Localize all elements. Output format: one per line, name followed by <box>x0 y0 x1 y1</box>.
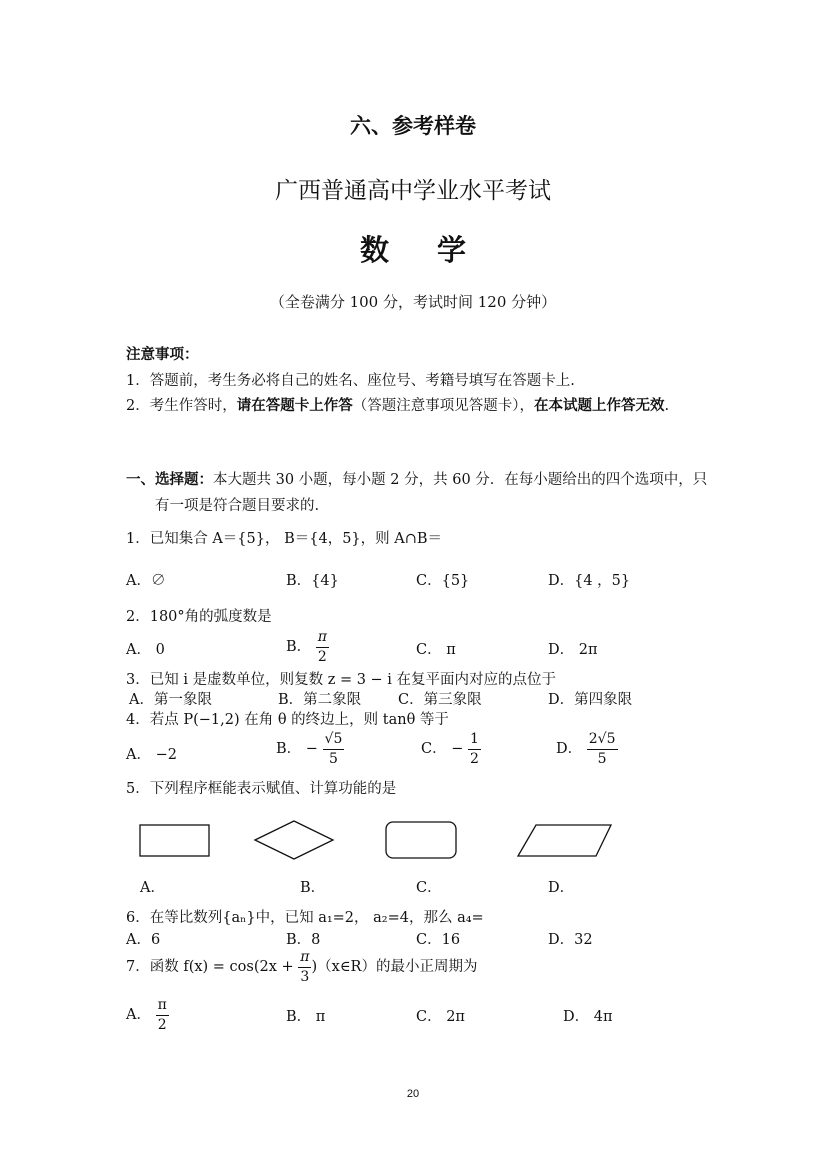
fraction-denominator: 5 <box>328 750 338 767</box>
q2-option-a: A． 0 <box>126 642 165 658</box>
fraction-denominator: 2 <box>317 648 327 665</box>
notes-item-2 <box>126 394 669 415</box>
q4-option-b <box>276 732 344 766</box>
fraction-numerator: 1 <box>468 732 481 750</box>
notes-item-2-pre: 2．考生作答时， <box>126 398 237 414</box>
q6-stem: 6．在等比数列{aₙ}中，已知 a₁=2， a₂=4，那么 a₄= <box>126 910 484 926</box>
section1-desc1: 本大题共 30 小题，每小题 2 分，共 60 分．在每小题给出的四个选项中，只 <box>213 472 708 488</box>
q3-option-c: C．第三象限 <box>398 692 482 708</box>
q7-option-a <box>126 998 169 1032</box>
q4-option-c-label: C． − <box>421 741 464 758</box>
page-number: 20 <box>406 1088 420 1100</box>
q7-stem-fraction <box>298 950 311 984</box>
section1-line1 <box>126 468 707 489</box>
q4-option-a: A． −2 <box>126 747 177 763</box>
q2-option-d: D． 2π <box>548 642 598 658</box>
flowchart-shapes <box>130 815 650 865</box>
notes-item-2-bold1: 请在答题卡上作答 <box>236 397 353 414</box>
q4-option-c-fraction <box>468 732 481 766</box>
q7-option-b: B． π <box>286 1009 326 1025</box>
q7-stem-pre: 7．函数 f(x) = cos(2x + <box>126 959 294 976</box>
q4-option-d <box>556 732 618 766</box>
fraction-numerator: √5 <box>323 732 345 750</box>
notes-item-2-mid: （答题注意事项见答题卡） <box>352 398 520 414</box>
q4-stem: 4．若点 P(−1,2) 在角 θ 的终边上，则 tanθ 等于 <box>126 712 449 728</box>
rounded-rectangle-shape <box>386 822 456 858</box>
q3-option-b: B．第二象限 <box>278 692 362 708</box>
diamond-shape <box>255 821 333 859</box>
q5-option-b: B． <box>300 880 326 896</box>
fraction-denominator: 2 <box>157 1016 167 1033</box>
q1-option-b: B．{4} <box>286 573 339 589</box>
q5-option-a: A． <box>140 880 165 896</box>
exam-info: （全卷满分 100 分，考试时间 120 分钟） <box>269 293 557 311</box>
q7-option-a-label: A． <box>126 1007 151 1024</box>
q1-option-d: D．{4 ，5} <box>548 573 631 589</box>
q6-option-b: B．8 <box>286 932 321 948</box>
q7-stem-post: )（x∈R）的最小正周期为 <box>311 959 478 976</box>
fraction-numerator: π <box>156 998 169 1016</box>
notes-item-2-end: . <box>664 398 670 414</box>
parallelogram-shape <box>518 825 611 856</box>
q7-option-c: C． 2π <box>416 1009 465 1025</box>
q4-option-b-label: B． − <box>276 741 318 758</box>
q3-option-a: A．第一象限 <box>129 692 212 708</box>
q3-stem: 3．已知 i 是虚数单位，则复数 z = 3 − i 在复平面内对应的点位于 <box>126 672 557 688</box>
q5-option-d: D． <box>548 880 575 896</box>
notes-item-1: 1．答题前，考生务必将自己的姓名、座位号、考籍号填写在答题卡上. <box>126 373 575 389</box>
q2-option-b-label: B． <box>286 639 312 656</box>
q4-option-b-fraction <box>323 732 345 766</box>
q7-option-a-fraction <box>156 998 169 1032</box>
fraction-numerator: π <box>298 950 311 968</box>
fraction-numerator: π <box>316 630 329 648</box>
notes-item-2-sep: ， <box>519 398 534 414</box>
q2-stem: 2．180°角的弧度数是 <box>126 609 272 625</box>
fraction-denominator: 5 <box>597 750 607 767</box>
q5-option-c: C． <box>416 880 442 896</box>
fraction-denominator: 2 <box>469 750 479 767</box>
q1-stem: 1．已知集合 A＝{5}， B＝{4，5}，则 A∩B＝ <box>126 531 443 547</box>
q2-option-c: C． π <box>416 642 456 658</box>
notes-item-2-bold2: 在本试题上作答无效 <box>533 397 665 414</box>
section1-desc2: 有一项是符合题目要求的. <box>155 498 320 514</box>
q7-option-d: D． 4π <box>563 1009 613 1025</box>
q2-option-b-fraction <box>316 630 329 664</box>
section-title: 六、参考样卷 <box>350 113 476 138</box>
q4-option-c <box>421 732 481 766</box>
q6-option-d: D．32 <box>548 932 593 948</box>
subject-title: 数学 <box>359 233 514 267</box>
fraction-denominator: 3 <box>300 968 310 985</box>
section1-label: 一、选择题： <box>126 471 213 488</box>
notes-heading: 注意事项： <box>126 346 199 363</box>
q7-stem <box>126 950 477 984</box>
fraction-numerator: 2√5 <box>587 732 618 750</box>
q4-option-d-fraction <box>587 732 618 766</box>
q1-option-c: C．{5} <box>416 573 470 589</box>
q5-stem: 5．下列程序框能表示赋值、计算功能的是 <box>126 781 397 797</box>
q2-option-b <box>286 630 329 664</box>
rectangle-shape <box>140 825 209 856</box>
q6-option-a: A．6 <box>126 932 161 948</box>
q4-option-d-label: D． <box>556 741 583 758</box>
q1-option-a: A．∅ <box>126 573 166 589</box>
q3-option-d: D．第四象限 <box>548 692 633 708</box>
q6-option-c: C．16 <box>416 932 461 948</box>
exam-name: 广西普通高中学业水平考试 <box>275 178 551 204</box>
